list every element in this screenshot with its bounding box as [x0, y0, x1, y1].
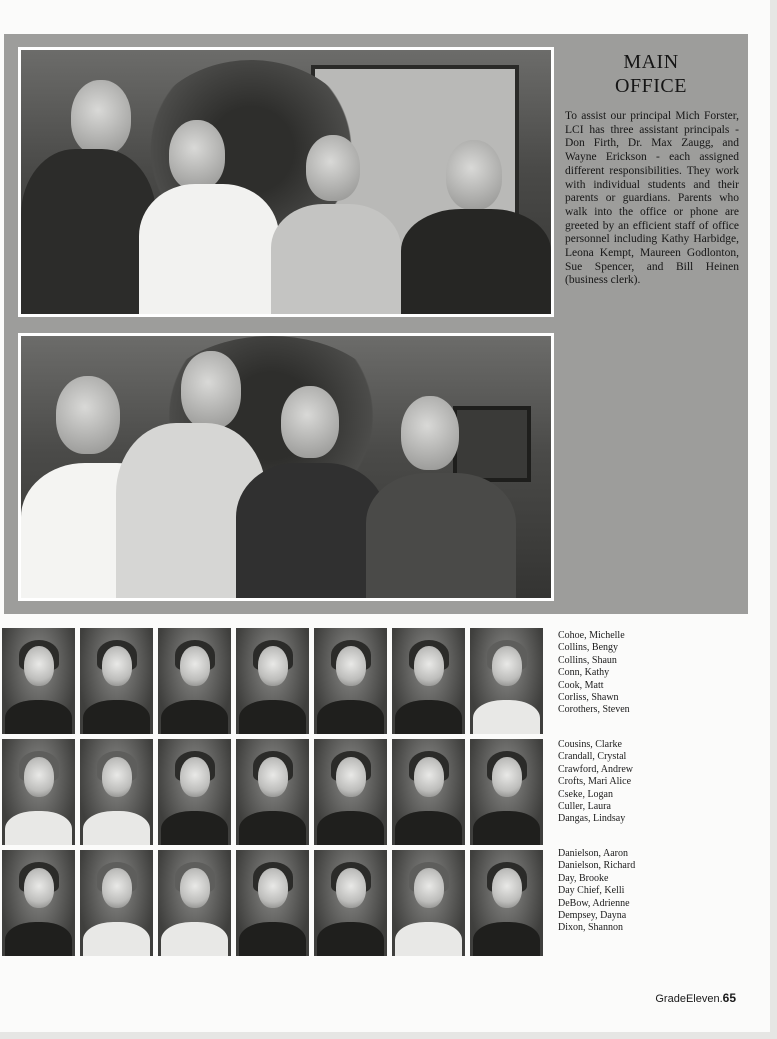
student-portrait — [314, 850, 387, 956]
student-portrait — [158, 628, 231, 734]
student-name: Day Chief, Kelli — [558, 885, 625, 897]
student-portrait — [236, 850, 309, 956]
person-2 — [139, 50, 279, 314]
student-portrait — [392, 850, 465, 956]
student-name: Crandall, Crystal — [558, 751, 627, 763]
person-1 — [21, 50, 156, 314]
student-name: Collins, Shaun — [558, 654, 617, 666]
student-portrait — [314, 739, 387, 845]
student-portrait — [2, 739, 75, 845]
student-name: Crawford, Andrew — [558, 763, 633, 775]
student-name: Dangas, Lindsay — [558, 813, 626, 825]
student-name: Danielson, Aaron — [558, 848, 628, 859]
student-name: Conn, Kathy — [558, 667, 610, 679]
student-portrait — [314, 628, 387, 734]
page-footer — [655, 991, 736, 1005]
student-name: Day, Brooke — [558, 872, 609, 884]
student-portrait — [80, 739, 153, 845]
section-title-line-1: MAIN — [623, 51, 679, 73]
student-portrait — [392, 628, 465, 734]
student-name: Dixon, Shannon — [558, 922, 623, 934]
student-name: Cook, Matt — [558, 679, 604, 691]
student-portrait-grid — [2, 628, 547, 958]
student-portrait — [80, 628, 153, 734]
page-number: 65 — [722, 991, 736, 1005]
student-name: Cohoe, Michelle — [558, 630, 625, 641]
section-title-line-2: OFFICE — [615, 75, 687, 97]
student-portrait — [470, 850, 543, 956]
section-body-text: To assist our principal Mich Forster, LCI has three assistant principals - Don Firth, Dr. Max Zaugg, and Wayne Erickson - each assigned different responsibilities. They work with individual students and their parents or guardians. Parents who walk into the office or phone are greeted by an efficient staff of office personnel including Kathy Harbidge, Leona Kempt, Maureen Godlonton, Sue Spencer, and Bill Heinen (business clerk). — [565, 110, 739, 287]
student-name: Cseke, Logan — [558, 788, 613, 800]
student-portrait — [470, 739, 543, 845]
person-8 — [366, 336, 516, 598]
footer-section-label: GradeEleven. — [655, 993, 723, 1005]
student-name: Culler, Laura — [558, 801, 611, 813]
person-7 — [236, 336, 386, 598]
student-portrait — [158, 739, 231, 845]
student-name: DeBow, Adrienne — [558, 897, 630, 909]
student-portrait — [236, 739, 309, 845]
student-portrait — [2, 628, 75, 734]
person-4 — [401, 50, 551, 314]
student-portrait — [470, 628, 543, 734]
person-3 — [271, 50, 401, 314]
student-portrait — [2, 850, 75, 956]
student-portrait — [158, 850, 231, 956]
section-title — [566, 50, 736, 98]
student-name: Dempsey, Dayna — [558, 910, 627, 922]
student-portrait — [392, 739, 465, 845]
name-list-row-2 — [558, 739, 668, 826]
student-name: Crofts, Mari Alice — [558, 776, 632, 788]
name-list-row-1 — [558, 630, 668, 717]
student-name: Danielson, Richard — [558, 860, 636, 872]
student-name: Corothers, Steven — [558, 704, 630, 716]
student-portrait — [80, 850, 153, 956]
student-name: Collins, Bengy — [558, 642, 619, 654]
assistant-principals-photo — [18, 47, 554, 317]
office-staff-photo — [18, 333, 554, 601]
student-portrait — [236, 628, 309, 734]
name-list-row-3 — [558, 848, 668, 935]
student-name: Cousins, Clarke — [558, 739, 622, 750]
student-name: Corliss, Shawn — [558, 692, 619, 704]
